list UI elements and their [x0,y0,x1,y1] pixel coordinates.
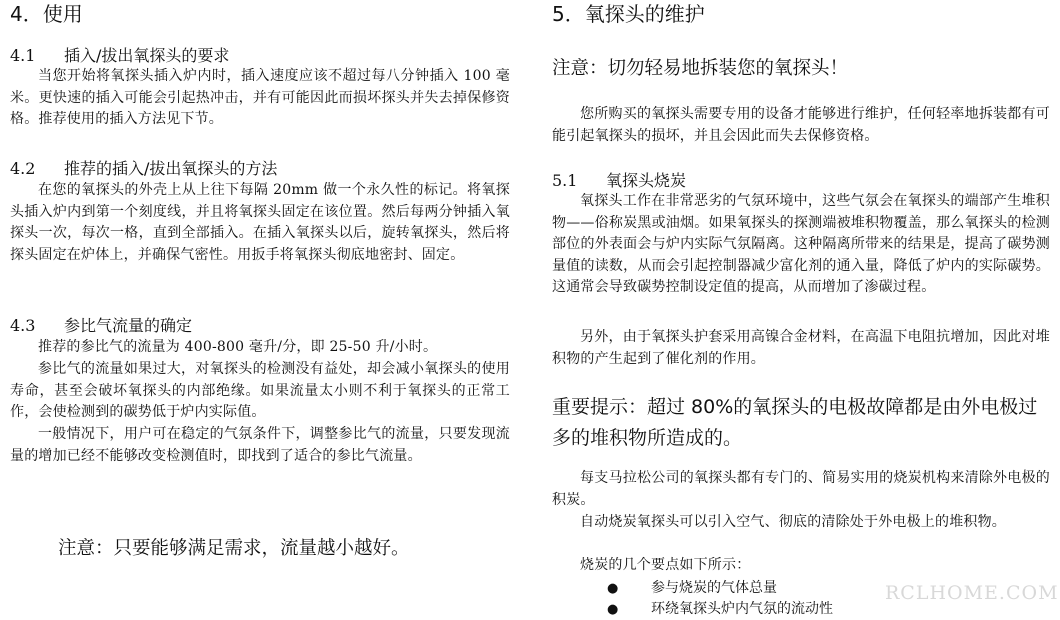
paragraph-burnoff-points: 烧炭的几个要点如下所示： [580,557,751,573]
paragraph-4-3-adjust: 一般情况下，用户可在稳定的气氛条件下，调整参比气的流量，只要发现流量的增加已经不能够改变检测值时，即找到了适合的参比气流量。 [10,426,510,464]
subsection-number: 4.3 [10,316,36,335]
subsection-heading-4-1 [10,48,229,64]
bullet-icon: ● [607,581,619,596]
paragraph-auto-burnoff: 自动烧炭氧探头可以引入空气、彻底的清除处于外电极上的堆积物。 [580,514,1006,530]
subsection-number: 5.1 [552,171,578,190]
paragraph-4-2: 在您的氧探头的外壳上从上往下每隔 20mm 做一个永久性的标记。将氧探头插入炉内到第一个刻度线，并且将氧探头固定在该位置。然后每两分钟插入氧探头一次，每次一格，直到全部插入。在插入氧探头以后，旋转氧探头，然后将探头固定在炉体上，并确保气密性。用扳手将氧探头彻底地密封、固定。 [10,182,510,263]
paragraph-5-1-nickel: 另外，由于氧探头护套采用高镍合金材料，在高温下电阻抗增加，因此对堆积物的产生起到了催化剂的作用。 [552,329,1050,367]
subsection-heading-4-2 [10,161,277,177]
paragraph-burnoff-mechanism: 每支马拉松公司的氧探头都有专门的、简易实用的烧炭机构来清除外电极的积炭。 [552,470,1050,508]
burnoff-points-list [607,578,833,620]
bullet-icon: ● [607,602,619,617]
list-item: ● 参与烧炭的气体总量 [607,578,833,599]
paragraph-maintenance-intro: 您所购买的氧探头需要专用的设备才能够进行维护，任何轻率地拆装都有可能引起氧探头的损坏，并且会因此而失去保修资格。 [552,106,1050,144]
important-tip: 重要提示：超过 80%的氧探头的电极故障都是由外电极过多的堆积物所造成的。 [552,396,1038,449]
notice-flow: 注意：只要能够满足需求，流量越小越好。 [58,538,410,559]
subsection-heading-4-3 [10,318,192,334]
section-title-maintenance: 5．氧探头的维护 [552,2,705,26]
subsection-title: 参比气流量的确定 [64,316,193,335]
subsection-title: 插入/拔出氧探头的要求 [64,46,230,65]
subsection-title: 推荐的插入/拔出氧探头的方法 [64,159,278,178]
paragraph-4-1: 当您开始将氧探头插入炉内时，插入速度应该不超过每八分钟插入 100 毫米。更快速的插入可能会引起热冲击，并有可能因此而损坏探头并失去掉保修资格。推荐使用的插入方法见下节。 [10,68,510,127]
paragraph-5-1-deposits: 氧探头工作在非常恶劣的气氛环境中，这些气氛会在氧探头的端部产生堆积物——俗称炭黑或油烟。如果氧探头的探测端被堆积物覆盖，那么氧探头的检测部位的外表面会与炉内实际气氛隔离。这种隔离所带来的结果是，提高了碳势测量值的读数，从而会引起控制器减少富化剂的通入量，降低了炉内的实际碳势。这通常会导致碳势控制设定值的提高，从而增加了渗碳过程。 [552,193,1050,295]
paragraph-4-3-effect: 参比气的流量如果过大，对氧探头的检测没有益处，却会减小氧探头的使用寿命，甚至会破坏氧探头的内部绝缘。如果流量太小则不利于氧探头的正常工作，会使检测到的碳势低于炉内实际值。 [10,361,510,420]
subsection-number: 4.2 [10,159,36,178]
subsection-number: 4.1 [10,46,36,65]
subsection-title: 氧探头烧炭 [606,171,687,190]
paragraph-4-3-flow: 推荐的参比气的流量为 400-800 毫升/分，即 25-50 升/小时。 [38,339,438,355]
watermark: RCLHOME.COM [885,582,1059,604]
list-item: ● 环绕氧探头炉内气氛的流动性 [607,599,833,620]
subsection-heading-5-1 [552,173,686,189]
notice-disassembly: 注意：切勿轻易地拆装您的氧探头！ [552,58,849,79]
section-title-use: 4．使用 [10,2,83,26]
